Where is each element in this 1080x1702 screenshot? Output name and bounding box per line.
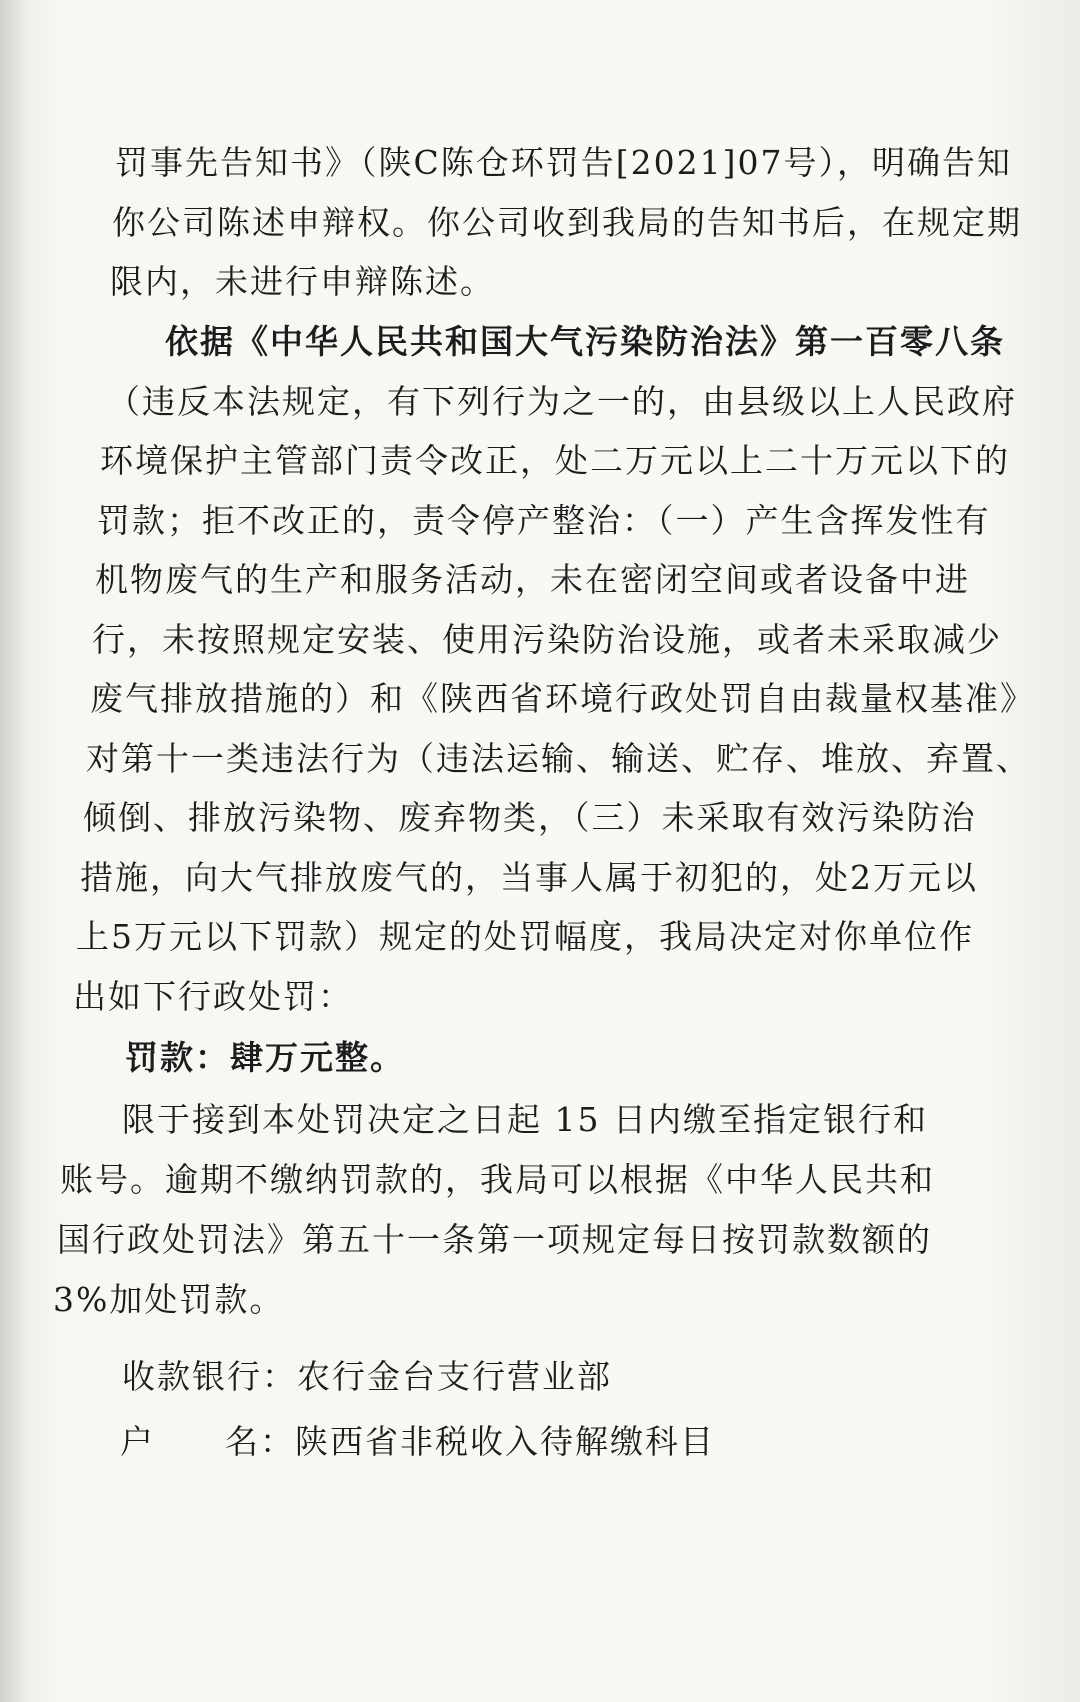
text-line-11: 对第十一类违法行为（违法运输、输送、贮存、堆放、弃置、	[86, 739, 1031, 778]
text-line-12: 倾倒、排放污染物、废弃物类，（三）未采取有效污染防治	[83, 798, 977, 837]
text-line-19: 国行政处罚法》第五十一条第一项规定每日按罚款数额的	[57, 1220, 932, 1259]
text-line-1: 罚事先告知书》（陕C陈仓环罚告[2021]07号），明确告知	[115, 143, 1012, 182]
text-line-2: 你公司陈述申辩权。你公司收到我局的告知书后，在规定期	[112, 203, 1022, 242]
text-line-8: 机物废气的生产和服务活动，未在密闭空间或者设备中进	[95, 560, 970, 599]
text-line-7: 罚款；拒不改正的，责令停产整治：（一）产生含挥发性有	[97, 501, 991, 540]
text-line-5: （违反本法规定，有下列行为之一的，由县级以上人民政府	[107, 382, 1017, 421]
text-line-13: 措施，向大气排放废气的，当事人属于初犯的，处2万元以	[80, 858, 978, 897]
account-name-line: 户 名：陕西省非税收入待解缴科目	[120, 1422, 715, 1461]
text-line-3: 限内，未进行申辩陈述。	[110, 262, 495, 301]
bank-line: 收款银行：农行金台支行营业部	[122, 1357, 612, 1396]
text-line-20: 3%加处罚款。	[53, 1280, 285, 1319]
text-line-9: 行，未按照规定安装、使用污染防治设施，或者未采取减少	[92, 620, 1002, 659]
text-line-18: 账号。逾期不缴纳罚款的，我局可以根据《中华人民共和	[60, 1160, 935, 1199]
fine-amount-line: 罚款：肆万元整。	[125, 1038, 405, 1077]
text-line-10: 废气排放措施的）和《陕西省环境行政处罚自由裁量权基准》	[90, 679, 1035, 718]
text-line-15: 出如下行政处罚：	[73, 977, 353, 1016]
page-shadow	[0, 0, 28, 1702]
text-line-14: 上5万元以下罚款）规定的处罚幅度，我局决定对你单位作	[76, 917, 974, 956]
text-line-17: 限于接到本处罚决定之日起 15 日内缴至指定银行和	[122, 1100, 928, 1139]
text-line-4: 依据《中华人民共和国大气污染防治法》第一百零八条	[165, 322, 1005, 361]
text-line-6: 环境保护主管部门责令改正，处二万元以上二十万元以下的	[100, 441, 1010, 480]
